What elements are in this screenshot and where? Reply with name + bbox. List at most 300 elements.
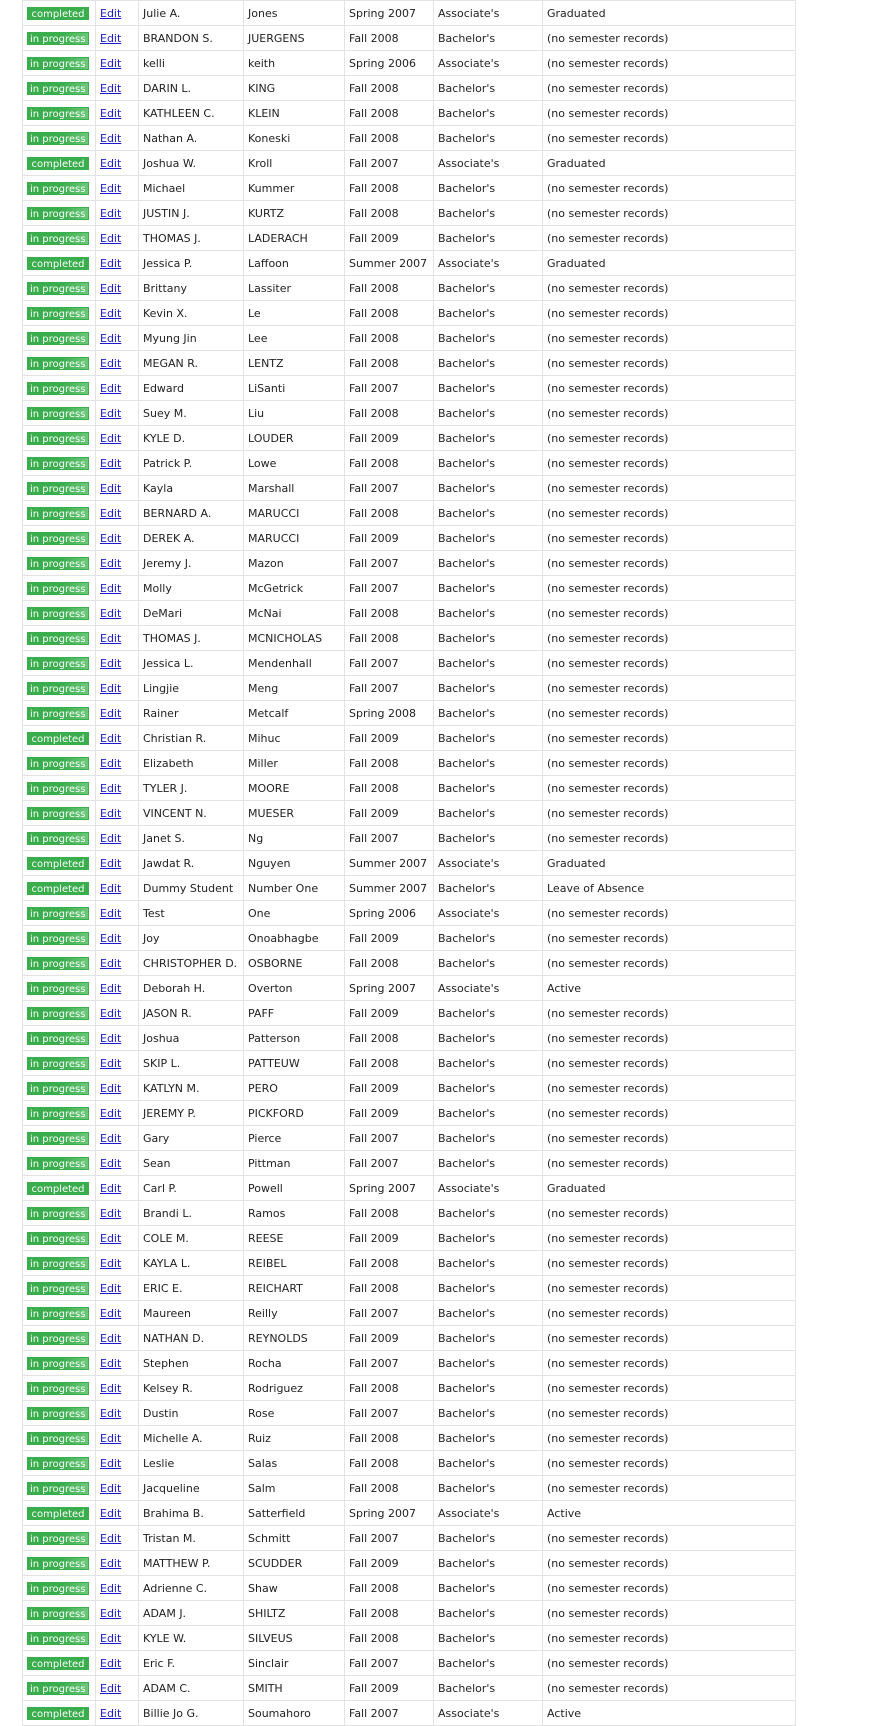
table-row (23, 1601, 796, 1626)
status-badge-label: completed (31, 1658, 85, 1670)
degree-cell: Bachelor's (434, 1426, 543, 1451)
last-name-cell: OSBORNE (244, 951, 345, 976)
edit-link[interactable]: Edit (100, 331, 122, 345)
first-name-cell: KAYLA L. (139, 1251, 244, 1276)
edit-link[interactable]: Edit (100, 1231, 122, 1245)
edit-cell (96, 1426, 139, 1451)
edit-link[interactable]: Edit (100, 1681, 122, 1695)
edit-cell (96, 401, 139, 426)
table-row (23, 626, 796, 651)
edit-link[interactable]: Edit (100, 131, 122, 145)
first-name-cell: Michelle A. (139, 1426, 244, 1451)
edit-link[interactable]: Edit (100, 806, 122, 820)
first-name-cell: NATHAN D. (139, 1326, 244, 1351)
table-row (23, 251, 796, 276)
status-cell (23, 1426, 96, 1451)
entry-term-cell: Fall 2009 (345, 1326, 434, 1351)
last-name-cell: MUESER (244, 801, 345, 826)
edit-cell (96, 901, 139, 926)
table-row (23, 1501, 796, 1526)
status-badge (27, 807, 89, 820)
first-name-cell: Jacqueline (139, 1476, 244, 1501)
edit-link[interactable]: Edit (100, 406, 122, 420)
entry-term-cell: Fall 2008 (345, 626, 434, 651)
status-cell (23, 551, 96, 576)
table-row (23, 451, 796, 476)
last-name-cell: Rocha (244, 1351, 345, 1376)
standing-cell: (no semester records) (543, 801, 796, 826)
edit-link[interactable]: Edit (100, 181, 122, 195)
edit-link[interactable]: Edit (100, 206, 122, 220)
status-cell (23, 1151, 96, 1176)
edit-cell (96, 951, 139, 976)
edit-link[interactable]: Edit (100, 1031, 122, 1045)
status-cell (23, 1026, 96, 1051)
degree-cell: Associate's (434, 1501, 543, 1526)
status-badge-label: in progress (30, 133, 86, 145)
degree-cell: Bachelor's (434, 626, 543, 651)
last-name-cell: SCUDDER (244, 1551, 345, 1576)
edit-cell (96, 251, 139, 276)
table-row (23, 501, 796, 526)
edit-link[interactable]: Edit (100, 906, 122, 920)
edit-cell (96, 776, 139, 801)
edit-link[interactable]: Edit (100, 431, 122, 445)
status-cell (23, 801, 96, 826)
edit-link[interactable]: Edit (100, 1531, 122, 1545)
edit-link[interactable]: Edit (100, 56, 122, 70)
first-name-cell: Joy (139, 926, 244, 951)
entry-term-cell: Fall 2009 (345, 226, 434, 251)
edit-link[interactable]: Edit (100, 1131, 122, 1145)
status-badge (27, 1682, 89, 1695)
entry-term-cell: Fall 2009 (345, 1676, 434, 1701)
edit-link[interactable]: Edit (100, 1206, 122, 1220)
first-name-cell: COLE M. (139, 1226, 244, 1251)
edit-link[interactable]: Edit (100, 1606, 122, 1620)
edit-cell (96, 876, 139, 901)
first-name-cell: Jawdat R. (139, 851, 244, 876)
status-badge (27, 1132, 89, 1145)
last-name-cell: Nguyen (244, 851, 345, 876)
entry-term-cell: Spring 2006 (345, 51, 434, 76)
status-cell (23, 226, 96, 251)
table-row (23, 826, 796, 851)
degree-cell: Bachelor's (434, 1601, 543, 1626)
first-name-cell: DARIN L. (139, 76, 244, 101)
status-badge (27, 157, 89, 170)
status-cell (23, 1251, 96, 1276)
edit-link[interactable]: Edit (100, 1456, 122, 1470)
edit-link[interactable]: Edit (100, 356, 122, 370)
degree-cell: Bachelor's (434, 201, 543, 226)
table-row (23, 1701, 796, 1726)
last-name-cell: REICHART (244, 1276, 345, 1301)
first-name-cell: Brandi L. (139, 1201, 244, 1226)
edit-link[interactable]: Edit (100, 731, 122, 745)
entry-term-cell: Fall 2007 (345, 1151, 434, 1176)
entry-term-cell: Fall 2008 (345, 1051, 434, 1076)
table-row (23, 1026, 796, 1051)
degree-cell: Bachelor's (434, 451, 543, 476)
degree-cell: Bachelor's (434, 426, 543, 451)
degree-cell: Bachelor's (434, 276, 543, 301)
first-name-cell: Rainer (139, 701, 244, 726)
edit-link[interactable]: Edit (100, 1081, 122, 1095)
last-name-cell: Kummer (244, 176, 345, 201)
status-badge-label: in progress (30, 1333, 86, 1345)
degree-cell: Bachelor's (434, 726, 543, 751)
table-row (23, 576, 796, 601)
edit-cell (96, 1176, 139, 1201)
last-name-cell: MARUCCI (244, 501, 345, 526)
edit-link[interactable]: Edit (100, 31, 122, 45)
degree-cell: Bachelor's (434, 701, 543, 726)
standing-cell: (no semester records) (543, 51, 796, 76)
degree-cell: Bachelor's (434, 1676, 543, 1701)
edit-link[interactable]: Edit (100, 881, 122, 895)
edit-link[interactable]: Edit (100, 581, 122, 595)
edit-link[interactable]: Edit (100, 1006, 122, 1020)
entry-term-cell: Fall 2008 (345, 1026, 434, 1051)
edit-link[interactable]: Edit (100, 1631, 122, 1645)
table-row (23, 1301, 796, 1326)
last-name-cell: Onoabhagbe (244, 926, 345, 951)
edit-link[interactable]: Edit (100, 1481, 122, 1495)
edit-link[interactable]: Edit (100, 106, 122, 120)
edit-link[interactable]: Edit (100, 381, 122, 395)
last-name-cell: Laffoon (244, 251, 345, 276)
degree-cell: Bachelor's (434, 1101, 543, 1126)
entry-term-cell: Fall 2009 (345, 1001, 434, 1026)
edit-link[interactable]: Edit (100, 306, 122, 320)
status-badge (27, 57, 89, 70)
degree-cell: Bachelor's (434, 1626, 543, 1651)
status-cell (23, 951, 96, 976)
status-cell (23, 276, 96, 301)
edit-link[interactable]: Edit (100, 656, 122, 670)
edit-cell (96, 1151, 139, 1176)
edit-link[interactable]: Edit (100, 956, 122, 970)
edit-cell (96, 101, 139, 126)
first-name-cell: Gary (139, 1126, 244, 1151)
edit-link[interactable]: Edit (100, 1156, 122, 1170)
student-records-table (22, 0, 796, 1726)
status-cell (23, 51, 96, 76)
table-row (23, 1651, 796, 1676)
edit-cell (96, 151, 139, 176)
degree-cell: Bachelor's (434, 651, 543, 676)
edit-link[interactable]: Edit (100, 931, 122, 945)
last-name-cell: Kroll (244, 151, 345, 176)
entry-term-cell: Fall 2007 (345, 1651, 434, 1676)
entry-term-cell: Spring 2008 (345, 701, 434, 726)
edit-link[interactable]: Edit (100, 1356, 122, 1370)
entry-term-cell: Fall 2008 (345, 601, 434, 626)
edit-link[interactable]: Edit (100, 1556, 122, 1570)
status-badge-label: in progress (30, 358, 86, 370)
edit-link[interactable]: Edit (100, 1331, 122, 1345)
standing-cell: (no semester records) (543, 1226, 796, 1251)
status-cell (23, 1526, 96, 1551)
edit-cell (96, 551, 139, 576)
edit-link[interactable]: Edit (100, 1656, 122, 1670)
degree-cell: Bachelor's (434, 1226, 543, 1251)
last-name-cell: Mendenhall (244, 651, 345, 676)
status-badge (27, 757, 89, 770)
standing-cell: Leave of Absence (543, 876, 796, 901)
degree-cell: Bachelor's (434, 801, 543, 826)
edit-link[interactable]: Edit (100, 506, 122, 520)
standing-cell: (no semester records) (543, 601, 796, 626)
status-cell (23, 76, 96, 101)
degree-cell: Bachelor's (434, 1576, 543, 1601)
edit-link[interactable]: Edit (100, 1056, 122, 1070)
status-badge-label: in progress (30, 58, 86, 70)
edit-link[interactable]: Edit (100, 556, 122, 570)
standing-cell: (no semester records) (543, 1151, 796, 1176)
edit-link[interactable]: Edit (100, 1706, 122, 1720)
first-name-cell: Jessica L. (139, 651, 244, 676)
degree-cell: Bachelor's (434, 751, 543, 776)
table-row (23, 676, 796, 701)
status-cell (23, 351, 96, 376)
status-badge (27, 132, 89, 145)
status-cell (23, 1326, 96, 1351)
first-name-cell: Jessica P. (139, 251, 244, 276)
last-name-cell: Liu (244, 401, 345, 426)
edit-link[interactable]: Edit (100, 1181, 122, 1195)
standing-cell: Graduated (543, 151, 796, 176)
entry-term-cell: Fall 2008 (345, 1451, 434, 1476)
first-name-cell: KYLE W. (139, 1626, 244, 1651)
status-badge (27, 632, 89, 645)
edit-link[interactable]: Edit (100, 706, 122, 720)
table-row (23, 1576, 796, 1601)
edit-cell (96, 26, 139, 51)
degree-cell: Bachelor's (434, 1026, 543, 1051)
edit-link[interactable]: Edit (100, 1506, 122, 1520)
last-name-cell: Salm (244, 1476, 345, 1501)
entry-term-cell: Fall 2009 (345, 1101, 434, 1126)
first-name-cell: Janet S. (139, 826, 244, 851)
status-cell (23, 101, 96, 126)
first-name-cell: KATHLEEN C. (139, 101, 244, 126)
last-name-cell: MCNICHOLAS (244, 626, 345, 651)
status-badge (27, 1207, 89, 1220)
status-badge-label: in progress (30, 1108, 86, 1120)
edit-link[interactable]: Edit (100, 981, 122, 995)
first-name-cell: kelli (139, 51, 244, 76)
status-cell (23, 1601, 96, 1626)
first-name-cell: Carl P. (139, 1176, 244, 1201)
edit-link[interactable]: Edit (100, 6, 122, 20)
edit-link[interactable]: Edit (100, 1406, 122, 1420)
first-name-cell: DEREK A. (139, 526, 244, 551)
status-badge (27, 1432, 89, 1445)
first-name-cell: TYLER J. (139, 776, 244, 801)
edit-link[interactable]: Edit (100, 631, 122, 645)
edit-link[interactable]: Edit (100, 831, 122, 845)
edit-cell (96, 51, 139, 76)
last-name-cell: Mihuc (244, 726, 345, 751)
last-name-cell: Sinclair (244, 1651, 345, 1676)
standing-cell: Graduated (543, 1176, 796, 1201)
entry-term-cell: Fall 2008 (345, 1251, 434, 1276)
status-badge (27, 7, 89, 20)
entry-term-cell: Summer 2007 (345, 251, 434, 276)
edit-cell (96, 751, 139, 776)
last-name-cell: Satterfield (244, 1501, 345, 1526)
entry-term-cell: Fall 2007 (345, 826, 434, 851)
table-row (23, 426, 796, 451)
status-cell (23, 1, 96, 26)
edit-link[interactable]: Edit (100, 1281, 122, 1295)
status-badge (27, 557, 89, 570)
first-name-cell: Michael (139, 176, 244, 201)
edit-link[interactable]: Edit (100, 1581, 122, 1595)
first-name-cell: Deborah H. (139, 976, 244, 1001)
edit-cell (96, 1651, 139, 1676)
standing-cell: (no semester records) (543, 501, 796, 526)
edit-link[interactable]: Edit (100, 1256, 122, 1270)
standing-cell: (no semester records) (543, 1426, 796, 1451)
status-badge-label: in progress (30, 758, 86, 770)
status-cell (23, 1276, 96, 1301)
edit-link[interactable]: Edit (100, 456, 122, 470)
table-row (23, 1676, 796, 1701)
entry-term-cell: Fall 2008 (345, 1626, 434, 1651)
status-badge (27, 1332, 89, 1345)
standing-cell: (no semester records) (543, 701, 796, 726)
entry-term-cell: Fall 2008 (345, 1201, 434, 1226)
status-cell (23, 1551, 96, 1576)
edit-link[interactable]: Edit (100, 281, 122, 295)
first-name-cell: Lingjie (139, 676, 244, 701)
standing-cell: Active (543, 1701, 796, 1726)
status-badge (27, 532, 89, 545)
degree-cell: Bachelor's (434, 351, 543, 376)
status-badge (27, 1032, 89, 1045)
entry-term-cell: Fall 2008 (345, 1476, 434, 1501)
first-name-cell: Dustin (139, 1401, 244, 1426)
status-cell (23, 1101, 96, 1126)
edit-link[interactable]: Edit (100, 481, 122, 495)
entry-term-cell: Spring 2007 (345, 1176, 434, 1201)
status-badge-label: in progress (30, 1458, 86, 1470)
edit-link[interactable]: Edit (100, 1306, 122, 1320)
edit-link[interactable]: Edit (100, 1381, 122, 1395)
status-badge-label: in progress (30, 633, 86, 645)
table-row (23, 851, 796, 876)
edit-link[interactable]: Edit (100, 231, 122, 245)
status-badge (27, 1107, 89, 1120)
edit-link[interactable]: Edit (100, 156, 122, 170)
first-name-cell: Patrick P. (139, 451, 244, 476)
table-row (23, 901, 796, 926)
table-row (23, 476, 796, 501)
status-badge (27, 307, 89, 320)
status-badge-label: completed (31, 8, 85, 20)
last-name-cell: Metcalf (244, 701, 345, 726)
edit-link[interactable]: Edit (100, 606, 122, 620)
degree-cell: Bachelor's (434, 1301, 543, 1326)
edit-link[interactable]: Edit (100, 81, 122, 95)
table-row (23, 1101, 796, 1126)
edit-cell (96, 1026, 139, 1051)
table-row (23, 1251, 796, 1276)
edit-cell (96, 1276, 139, 1301)
degree-cell: Bachelor's (434, 226, 543, 251)
edit-link[interactable]: Edit (100, 1106, 122, 1120)
edit-link[interactable]: Edit (100, 856, 122, 870)
edit-cell (96, 1401, 139, 1426)
table-row (23, 1076, 796, 1101)
status-badge-label: in progress (30, 1133, 86, 1145)
entry-term-cell: Fall 2007 (345, 1701, 434, 1726)
edit-link[interactable]: Edit (100, 531, 122, 545)
entry-term-cell: Fall 2008 (345, 351, 434, 376)
entry-term-cell: Fall 2009 (345, 1551, 434, 1576)
standing-cell: (no semester records) (543, 101, 796, 126)
edit-link[interactable]: Edit (100, 781, 122, 795)
status-badge-label: in progress (30, 33, 86, 45)
edit-link[interactable]: Edit (100, 256, 122, 270)
standing-cell: (no semester records) (543, 1676, 796, 1701)
degree-cell: Bachelor's (434, 926, 543, 951)
table-row (23, 1151, 796, 1176)
entry-term-cell: Fall 2007 (345, 1301, 434, 1326)
edit-cell (96, 1376, 139, 1401)
degree-cell: Bachelor's (434, 1551, 543, 1576)
last-name-cell: Mazon (244, 551, 345, 576)
last-name-cell: REYNOLDS (244, 1326, 345, 1351)
status-cell (23, 676, 96, 701)
status-badge (27, 332, 89, 345)
status-cell (23, 626, 96, 651)
standing-cell: (no semester records) (543, 1201, 796, 1226)
edit-cell (96, 1551, 139, 1576)
degree-cell: Bachelor's (434, 1251, 543, 1276)
edit-cell (96, 451, 139, 476)
status-cell (23, 1001, 96, 1026)
first-name-cell: ADAM J. (139, 1601, 244, 1626)
status-badge-label: in progress (30, 283, 86, 295)
table-row (23, 601, 796, 626)
table-row (23, 1226, 796, 1251)
edit-link[interactable]: Edit (100, 756, 122, 770)
edit-link[interactable]: Edit (100, 681, 122, 695)
entry-term-cell: Fall 2008 (345, 451, 434, 476)
status-badge (27, 907, 89, 920)
entry-term-cell: Fall 2009 (345, 426, 434, 451)
first-name-cell: Nathan A. (139, 126, 244, 151)
status-badge-label: in progress (30, 308, 86, 320)
status-badge (27, 982, 89, 995)
edit-cell (96, 701, 139, 726)
table-row (23, 176, 796, 201)
entry-term-cell: Fall 2009 (345, 726, 434, 751)
table-row (23, 726, 796, 751)
edit-cell (96, 676, 139, 701)
status-badge (27, 1582, 89, 1595)
first-name-cell: Stephen (139, 1351, 244, 1376)
last-name-cell: Overton (244, 976, 345, 1001)
edit-cell (96, 851, 139, 876)
edit-cell (96, 926, 139, 951)
degree-cell: Bachelor's (434, 1451, 543, 1476)
edit-link[interactable]: Edit (100, 1431, 122, 1445)
